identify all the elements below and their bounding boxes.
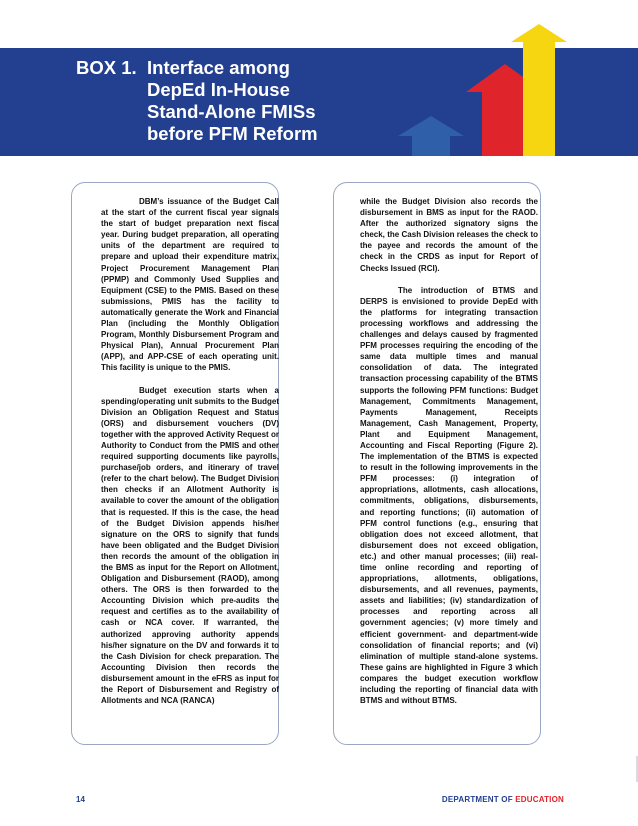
left-column-text <box>101 196 279 717</box>
footer-department-suffix: EDUCATION <box>515 795 564 804</box>
page-number: 14 <box>76 795 85 804</box>
title-line: Stand-Alone FMISs <box>147 101 316 122</box>
paragraph: Budget execution starts when a spending/operating unit submits to the Budget Division an Obligation Request and Status (ORS) and disbursement vouchers (DV) together with the approved Activity Request or Authority to Conduct from the PMIS and other required supporting documents like payrolls, purchase/job orders, and itinerary of travel (refer to the chart below). The Budget Division then checks if an Allotment Authority is available to cover the amount of the obligation that is requested. If this is the case, the head of the Budget Division appends his/her signature on the ORS to signify that funds have been obligated and the Budget Division then records the amount of the obligation in the BMS as input for the Report on Allotment, Obligation and Disbursement (RAOD), among others. The ORS is then forwarded to the Accounting Division which pre-audits the request and certifies as to the availability of cash or NCA cover. If warranted, the authorized approving authority appends his/her signature on the DV and forwards it to the Cash Division for check preparation. The Accounting Division then records the disbursement amount in the eFRS as input for the Report of Disbursement and Registry of Allotments and NCA (RANCA) <box>101 385 279 706</box>
paragraph: DBM’s issuance of the Budget Call at the start of the current fiscal year signals the start of budget preparation next fiscal year. During budget preparation, all operating units of the department are required to prepare and upload their expenditure matrix, Project Procurement Management Plan (PPMP) and Commonly Used Supplies and Equipment (CSE) to the PMIS. Based on these submissions, PMIS has the facility to automatically generate the Work and Financial Plan (including the Monthly Obligation Program, Monthly Disbursement Program and Physical Plan), Annual Procurement Plan (APP), and APP-CSE of each operating unit. This facility is unique to the PMIS. <box>101 197 279 373</box>
title-line: Interface among <box>147 57 290 78</box>
footer-department <box>442 795 564 804</box>
right-column-text <box>360 196 538 717</box>
box-title <box>147 57 377 145</box>
paragraph: The introduction of BTMS and DERPS is envisioned to provide DepEd with the platforms for integrating transaction processing workflows and addressing the challenges and delays caused by fragmented PFM processes requiring the encoding of the same data multiple times and manual consolidation of data. The integrated transaction processing capability of the BTMS supports the following PFM functions: Budget Management, Commitments Management, Payments Management, Receipts Management, Cash Management, Property, Plant and Equipment Management, Accounting and Fiscal Reporting (Figure 2). The implementation of the BTMS is expected to result in the following improvements in the PFM processes: (i) integration of appropriations, allotments, cash allocations, commitments, obligations, disbursements, and reporting functions; (ii) automation of PFM control functions (e.g., ensuring that obligation does not exceed allotment, that disbursement does not exceed obligation, etc.) and other manual processes; (iii) real-time online recording and reporting of appropriations, allotments, obligations, disbursements, and all revenues, payments, assets and liabilities; (iv) standardization of processes and reporting across all government agencies; (v) more timely and efficient government- and department-wide consolidation of financial reports; and (vi) elimination of multiple stand-alone systems. These gains are highlighted in Figure 3 which compares the budget execution workflow including the reporting of financial data with BTMS and without BTMS. <box>360 285 538 706</box>
footer-department-prefix: DEPARTMENT OF <box>441 795 516 804</box>
title-line: before PFM Reform <box>147 123 318 144</box>
title-line: DepEd In-House <box>147 79 290 100</box>
paragraph: while the Budget Division also records the disbursement in BMS as input for the RAOD. After the authorized signatory signs the check, the Cash Division releases the check to the payee and records the amount of the check in the CRDS as input for Report of Checks Issued (RCI). <box>360 197 538 273</box>
blue-arrow-icon <box>398 116 464 156</box>
box-label: BOX 1. <box>76 57 137 78</box>
